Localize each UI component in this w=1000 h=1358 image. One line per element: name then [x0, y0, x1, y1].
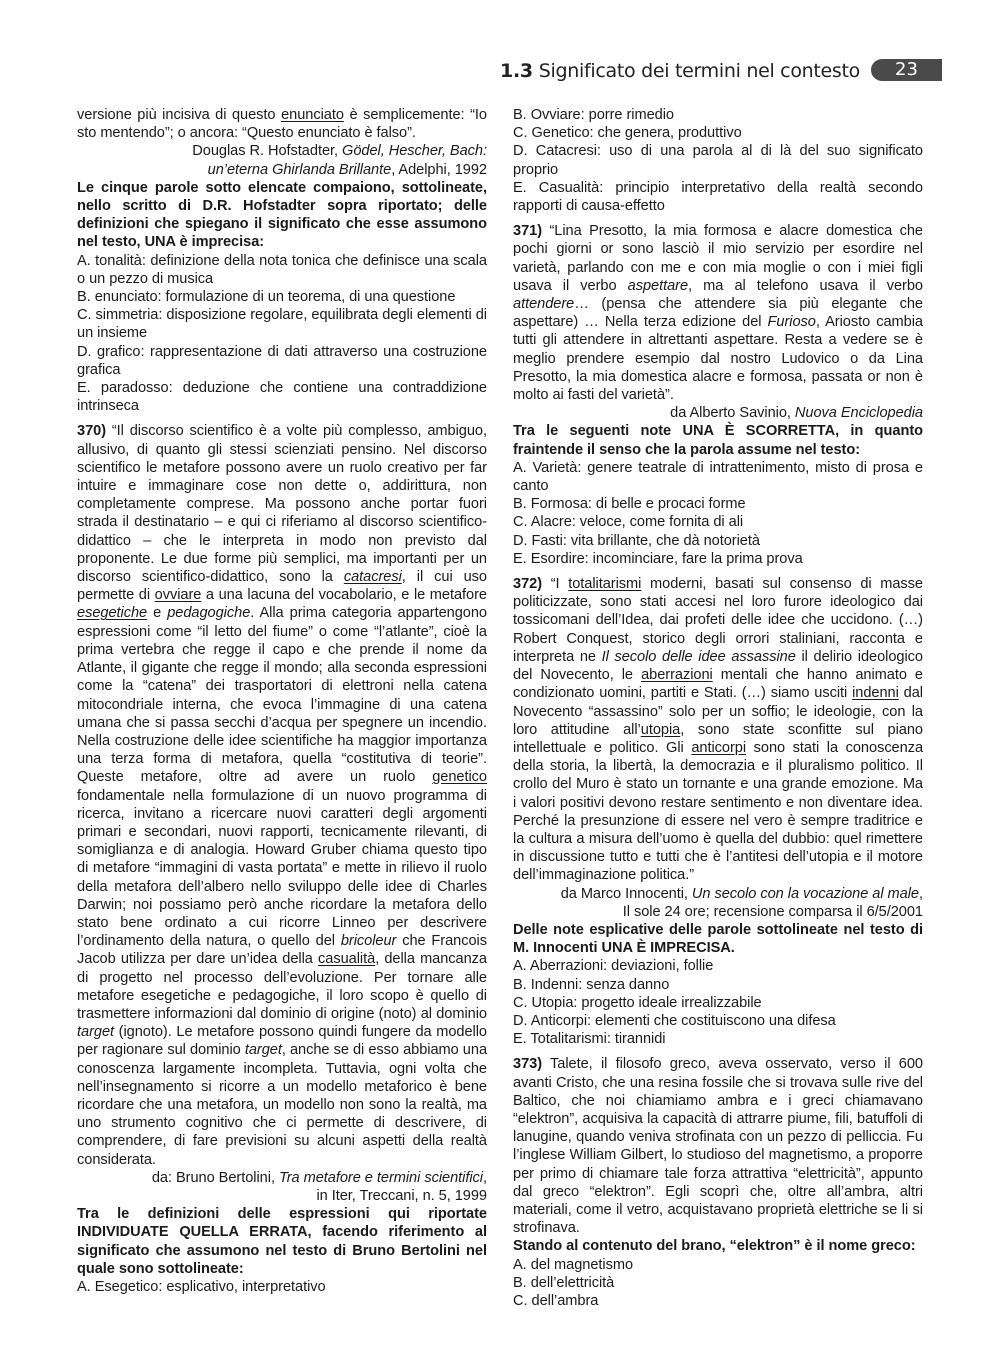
q372-passage: 372) “I totalitarismi moderni, basati sul consenso di masse politicizzate, sono stati accesi nel loro furore ideologico dai tossicomani dell’Idea, dai profeti delle idee che uccidono. (…) Robert Conquest, storico degli orrori staliniani, racconta e interpreta ne Il secolo delle idee assassine il delirio ideologico del Novecento, le aberrazioni mentali che hanno animato e condizionato uomini, partiti e Stati. (…) siamo usciti indenni dal Novecento “assassino” solo per un soffio; le ideologie, con la loro attitudine all’utopia, sono state sconfitte sul piano intellettuale e politico. Gli anticorpi sono stati la conoscenza della storia, la libertà, la democrazia e il pluralismo politico. Il crollo del Muro è stato un tornante e una grande emozione. Ma i valori positivi devono restare sentimento e non diventare idea. Perché la presunzione di essere nel vero è sempre traditrice e la cultura a misura dell’uomo è quella del dubbio: quel rimettere in discussione tutto e tutti che è l’antitesi dell’utopia e il motore dell’immaginazione politica.” [513, 576, 924, 884]
q370-instruction: Tra le definizioni delle espressioni qui riportate INDIVIDUATE QUELLA ERRATA, facendo riferimento al significato che assumono nel testo di Bruno Bertolini nel quale sono sottolineate: [77, 1206, 487, 1277]
q370-option-b[interactable]: B. Ovviare: porre rimedio [513, 107, 674, 123]
q369-instruction: Le cinque parole sotto elencate compaiono, sottolineate, nello scritto di D.R. Hofstadter sopra riportato; delle definizioni che spiegano il significato che esse assumono nel testo, UNA è imprecisa: [77, 179, 487, 251]
q369-option-b[interactable]: B. enunciato: formulazione di un teorema, di una questione [77, 289, 456, 306]
q369-citation: Douglas R. Hofstadter, Gödel, Hescher, Bach: un’eterna Ghirlanda Brillante, Adelphi, 1992 [192, 143, 487, 178]
q369-passage-end: versione più incisiva di questo enunciato è semplicemente: “Io sto mentendo”; o ancora: “Questo enunciato è falso”. [77, 107, 487, 142]
q372-option-a[interactable]: A. Aberrazioni: deviazioni, follie [513, 958, 714, 975]
q371-citation: da Alberto Savinio, Nuova Enciclopedia [670, 405, 923, 422]
q370-option-a[interactable]: A. Esegetico: esplicativo, interpretativo [77, 1279, 326, 1295]
q373-option-a[interactable]: A. del magnetismo [513, 1256, 634, 1273]
q369-option-c[interactable]: C. simmetria: disposizione regolare, equilibrata degli elementi di un insieme [77, 307, 487, 342]
running-header [0, 58, 1000, 84]
q373-passage: 373) Talete, il filosofo greco, aveva osservato, verso il 600 avanti Cristo, che una resina fossile che si trovava sulle rive del Baltico, che noi chiamiamo ambra e i greci chiamavano “elektron”, acquisiva la capacità di attrarre piume, fili, batuffoli di lanugine, quando veniva strofinata con un pezzo di pelliccia. Fu l’inglese William Gilbert, lo studioso del magnetismo, a proporre per primo di chiamare tale forza attrattiva “elettricità”, appunto dal greco “elektron”. Egli scoprì che, oltre all’ambra, altri materiali, come il vetro, acquistavano proprietà elettriche se li si strofinava. [513, 1056, 923, 1237]
page-number: 23 [871, 59, 942, 81]
q371-option-a[interactable]: A. Varietà: genere teatrale di intrattenimento, misto di prosa e canto [513, 459, 923, 495]
q372-option-c[interactable]: C. Utopia: progetto ideale irrealizzabile [513, 994, 762, 1011]
q372-instruction: Delle note esplicative delle parole sottolineate nel testo di M. Innocenti UNA È IMPRECISA. [513, 921, 923, 957]
q371-instruction: Tra le seguenti note UNA È SCORRETTA, in quanto fraintende il senso che la parola assume nel testo: [513, 423, 923, 458]
section-title: Significato dei termini nel contesto [538, 60, 860, 82]
right-column [513, 106, 923, 1310]
q371-passage: 371) “Lina Presotto, la mia formosa e alacre domestica che pochi giorni or sono lasciò il mio servizio per esordire nel varietà, parlando con me e con mia moglie o con i miei figli usava il verbo aspettare, ma al telefono usava il verbo attendere… (pensa che attendere sia più elegante che aspettare) … Nella terza edizione del Furioso, Ariosto cambia tutti gli attendere in altrettanti aspettare. Resta a vedere se è meglio prendere esempio dal nostro Ludovico o da Lina Presotto, la mia domestica alacre e formosa, passata or non è molto ai fasti del varietà”. [513, 223, 923, 404]
q372-citation: da Marco Innocenti, Un secolo con la vocazione al male, Il sole 24 ore; recensione comparsa il 6/5/2001 [560, 885, 923, 920]
q372-option-d[interactable]: D. Anticorpi: elementi che costituiscono una difesa [513, 1012, 836, 1029]
q370-option-c[interactable]: C. Genetico: che genera, produttivo [513, 125, 742, 142]
q369-option-d[interactable]: D. grafico: rappresentazione di dati attraverso una costruzione grafica [77, 343, 487, 378]
q372-option-b[interactable]: B. Indenni: senza danno [513, 976, 670, 993]
q369-option-a[interactable]: A. tonalità: definizione della nota tonica che definisce una scala o un pezzo di musica [77, 252, 487, 287]
q371-option-d[interactable]: D. Fasti: vita brillante, che dà notorietà [513, 532, 760, 549]
q373-option-c[interactable]: C. dell’ambra [513, 1293, 599, 1309]
section-heading [500, 58, 860, 84]
q370-option-d[interactable]: D. Catacresi: uso di una parola al di là del suo significato proprio [513, 143, 923, 178]
q370-option-e[interactable]: E. Casualità: principio interpretativo della realtà secondo rapporti di causa-effetto [513, 179, 923, 215]
left-column [77, 106, 487, 1296]
q371-option-b[interactable]: B. Formosa: di belle e procaci forme [513, 496, 746, 513]
q373-instruction: Stando al contenuto del brano, “elektron” è il nome greco: [513, 1238, 916, 1255]
q371-option-e[interactable]: E. Esordire: incominciare, fare la prima prova [513, 550, 803, 567]
section-number: 1.3 [500, 60, 533, 82]
q369-option-e[interactable]: E. paradosso: deduzione che contiene una contraddizione intrinseca [77, 380, 487, 415]
q370-citation: da: Bruno Bertolini, Tra metafore e termini scientifici, in Iter, Treccani, n. 5, 1999 [151, 1169, 487, 1204]
q370-passage: 370) “Il discorso scientifico è a volte più complesso, ambiguo, allusivo, di quanto gli stessi scienziati pensino. Nel discorso scientifico le metafore possono avere un ruolo creativo per far intuire e immaginare cose non dette o, addirittura, non completamente comprese. Ma possono anche portar fuori strada il destinatario – e qui ci riferiamo al discorso scientifico-didattico – che le interpreta in modo non previsto dal proponente. Le due forme più semplici, ma importanti per un discorso scientifico-didattico, sono la catacresi, il cui uso permette di ovviare a una lacuna del vocabolario, e le metafore esegetiche e pedagogiche. Alla prima categoria appartengono espressioni come “il letto del fiume” o come “l’atlante”, cioè la prima vertebra che regge il capo e che prende il nome da Atlante, il gigante che regge il mondo; alla seconda espressioni come la “catena” dei trasportatori di elettroni nella catena mitocondriale interna, che evoca l’immagine di una catena umana che si passa secchi d’acqua per spegnere un incendio. Nella costruzione delle idee scientifiche ha maggior importanza una terza forma di metafora, quella “costitutiva di teorie”. Queste metafore, oltre ad avere un ruolo genetico fondamentale nella formulazione di un nuovo programma di ricerca, invitano a ricercare nuovi caratteri degli argomenti primari e secondari, nuovi rapporti, tecnicamente rilevanti, di somiglianza e di analogia. Howard Gruber chiama questo tipo di metafore “immagini di vasta portata” e mette in rilievo il ruolo della metafora dell’albero nello sviluppo delle idee di Charles Darwin; noi possiamo però anche ricordare la metafora dello stato bene ordinato a cui ricorre Linneo per descrivere l’ordinamento della natura, o quello del bricoleur che Francois Jacob utilizza per dare un’idea della casualità, della mancanza di progetto nel processo dell’evoluzione. Per tornare alle metafore esegetiche e pedagogiche, il loro scopo è quello di trasmettere informazioni dal dominio di origine (noto) al dominio target (ignoto). Le metafore possono quindi fungere da modello per ragionare sul dominio target, anche se di esso abbiamo una conoscenza largamente incompleta. Tuttavia, ogni volta che nell’insegnamento si ricorre a un modello metaforico è bene ricordare che una metafora, un modello non sono la realtà, ma uno strumento cognitivo che ci permette di descrivere, di comprendere, di fare previsioni su alcuni aspetti della realtà considerata. [77, 423, 488, 1168]
q372-option-e[interactable]: E. Totalitarismi: tirannidi [513, 1031, 666, 1048]
q371-option-c[interactable]: C. Alacre: veloce, come fornita di ali [513, 514, 744, 531]
q373-option-b[interactable]: B. dell’elettricità [513, 1274, 615, 1291]
